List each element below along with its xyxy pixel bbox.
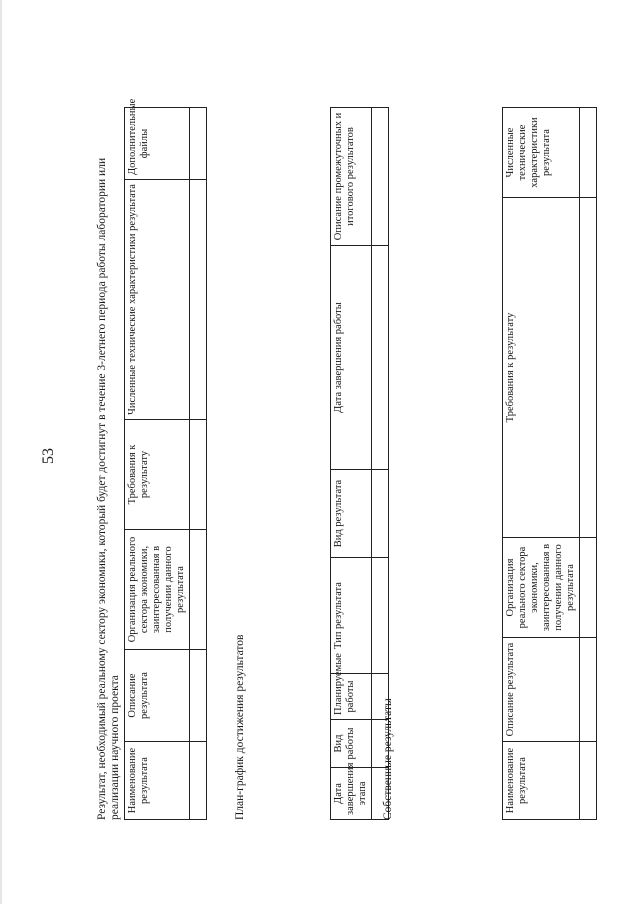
table-header-row xyxy=(331,108,372,820)
section-title-schedule: План-график достижения результатов xyxy=(234,634,246,820)
table-row xyxy=(580,108,597,820)
table-header-row xyxy=(125,108,190,820)
schedule-table xyxy=(330,107,389,820)
empty-cell[interactable] xyxy=(190,108,207,180)
header-cell: Численные технические характеристики результата xyxy=(125,180,190,420)
header-cell: Планируемые работы xyxy=(331,674,372,720)
empty-cell[interactable] xyxy=(372,558,389,674)
page-number: 53 xyxy=(40,448,57,464)
empty-cell[interactable] xyxy=(190,420,207,530)
header-cell: Описание результата xyxy=(503,638,580,742)
header-cell: Дата завершения работы xyxy=(331,246,372,470)
table-row xyxy=(190,108,207,820)
header-cell: Требования к результату xyxy=(503,198,580,538)
empty-cell[interactable] xyxy=(190,742,207,820)
header-cell: Численные технические характеристики результата xyxy=(503,108,580,198)
header-cell: Наименование результата xyxy=(125,742,190,820)
empty-cell[interactable] xyxy=(580,108,597,198)
empty-cell[interactable] xyxy=(372,108,389,246)
header-cell: Вид результата xyxy=(331,470,372,558)
scan-edge xyxy=(0,0,2,904)
header-cell: Организация реального сектора экономики, заинтересованная в получении данного результата xyxy=(125,530,190,650)
header-cell: Дополнительные файлы xyxy=(125,108,190,180)
own-results-table xyxy=(502,107,597,820)
empty-cell[interactable] xyxy=(580,742,597,820)
header-cell: Описание результата xyxy=(125,650,190,742)
section-title-own-results: Собственные результаты xyxy=(382,698,394,820)
header-cell: Тип результата xyxy=(331,558,372,674)
header-cell: Организация реального сектора экономики, заинтересованная в получении данного результата xyxy=(503,538,580,638)
intro-text: Результат, необходимый реальному сектору экономики, который будет достигнут в течение 3-летнего периода работы лаборатории или реализации научного проекта xyxy=(96,157,121,820)
header-cell: Наименование результата xyxy=(503,742,580,820)
empty-cell[interactable] xyxy=(190,530,207,650)
empty-cell[interactable] xyxy=(372,246,389,470)
empty-cell[interactable] xyxy=(190,180,207,420)
table-header-row xyxy=(503,108,580,820)
header-cell: Вид работы xyxy=(331,720,372,768)
empty-cell[interactable] xyxy=(580,638,597,742)
empty-cell[interactable] xyxy=(580,538,597,638)
empty-cell[interactable] xyxy=(372,470,389,558)
header-cell: Дата завершения этапа xyxy=(331,768,372,820)
results-table xyxy=(124,98,207,820)
header-cell: Требования к результату xyxy=(125,420,190,530)
header-cell: Описание промежуточных и итогового результатов xyxy=(331,108,372,246)
empty-cell[interactable] xyxy=(190,650,207,742)
empty-cell[interactable] xyxy=(580,198,597,538)
